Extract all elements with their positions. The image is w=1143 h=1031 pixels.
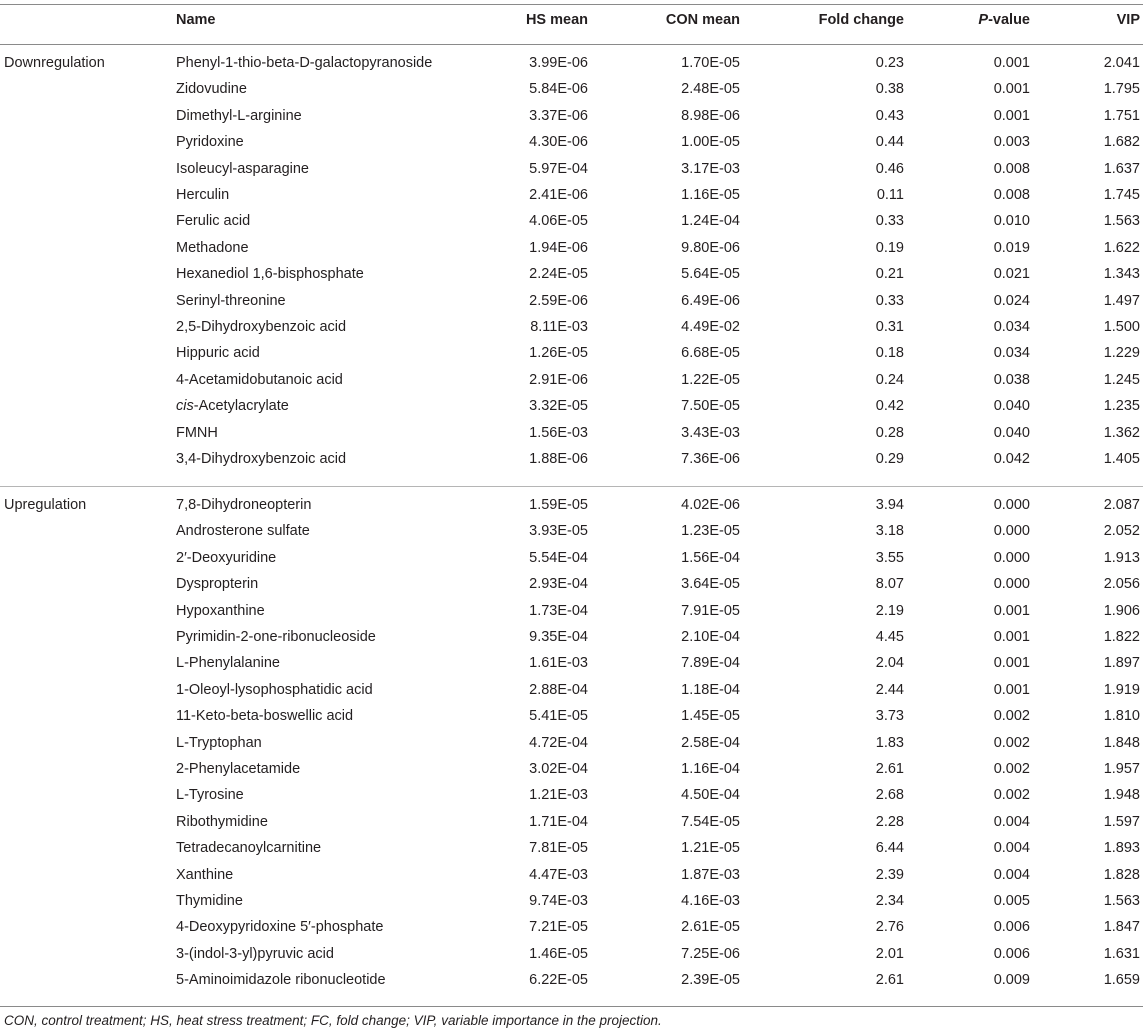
table-bottom-rule [0,1006,1143,1007]
cell-con: 7.91E-05 [681,602,740,619]
header-vip: VIP [1116,12,1140,28]
cell-vip: 1.906 [1103,602,1140,619]
cell-fc: 2.39 [875,866,904,883]
cell-fc: 0.28 [875,424,904,441]
cell-compound-name: Methadone [176,239,249,256]
table-row [0,81,1143,107]
table-row [0,840,1143,866]
cell-con: 1.16E-04 [681,761,740,777]
cell-hs: 1.26E-05 [529,345,588,362]
cell-p: 0.002 [993,787,1030,804]
table-row [0,655,1143,681]
cell-vip: 1.563 [1103,213,1140,230]
cell-vip: 1.659 [1103,972,1140,989]
header-con-mean: CON mean [665,12,740,28]
cell-p: 0.001 [993,629,1030,645]
cell-compound-name: Hexanediol 1,6-bisphosphate [176,266,364,283]
cell-vip: 1.637 [1103,160,1140,177]
cell-con: 1.87E-03 [681,866,740,883]
cell-compound-name: Thymidine [176,893,243,909]
cell-p: 0.004 [993,840,1030,857]
table-row [0,108,1143,134]
table-row [0,398,1143,424]
cell-hs: 3.32E-05 [529,398,588,415]
cell-hs: 3.93E-05 [529,523,588,540]
cell-p: 0.004 [993,866,1030,883]
cell-p: 0.038 [993,371,1030,388]
cell-compound-name: Dyspropterin [176,576,259,593]
cell-con: 4.50E-04 [681,787,740,804]
header-fold-change: Fold change [818,12,904,28]
cell-p: 0.021 [993,266,1030,283]
table-row [0,576,1143,602]
cell-con: 1.45E-05 [681,708,740,725]
cell-vip: 1.948 [1103,787,1140,804]
cell-p: 0.006 [993,945,1030,962]
table-row [0,523,1143,549]
cell-hs: 5.54E-04 [529,549,588,566]
cell-fc: 2.76 [875,919,904,936]
table-row [0,919,1143,945]
cell-vip: 1.957 [1103,761,1140,777]
cell-hs: 1.21E-03 [529,787,588,804]
header-p-value [926,12,1030,28]
cell-vip: 1.235 [1103,398,1140,415]
cell-vip: 1.563 [1103,893,1140,909]
cell-fc: 8.07 [875,576,904,593]
cell-p: 0.001 [993,655,1030,672]
cell-hs: 1.46E-05 [529,945,588,962]
cell-vip: 1.822 [1103,629,1140,645]
cell-hs: 3.37E-06 [529,107,588,124]
cell-vip: 1.751 [1103,107,1140,124]
cell-vip: 2.052 [1103,523,1140,540]
cell-hs: 5.84E-06 [529,81,588,98]
cell-con: 1.24E-04 [681,213,740,230]
cell-fc: 2.04 [875,655,904,672]
cell-fc: 0.19 [875,239,904,256]
cell-con: 4.02E-06 [681,497,740,513]
cell-hs: 4.47E-03 [529,866,588,883]
cell-fc: 0.24 [875,371,904,388]
cell-con: 5.64E-05 [681,266,740,283]
cell-p: 0.001 [993,602,1030,619]
cell-p: 0.010 [993,213,1030,230]
table-row [0,550,1143,576]
cell-con: 2.10E-04 [681,629,740,645]
cell-p: 0.001 [993,55,1030,71]
cell-p: 0.019 [993,239,1030,256]
cell-compound-name-rest: -Acetylacrylate [193,398,289,415]
cell-vip: 1.362 [1103,424,1140,441]
table-row [0,603,1143,629]
cell-fc: 4.45 [875,629,904,645]
cell-vip: 1.622 [1103,239,1140,256]
cell-vip: 2.056 [1103,576,1140,593]
cell-p: 0.008 [993,187,1030,203]
cell-p: 0.001 [993,81,1030,98]
table-row [0,451,1143,477]
cell-con: 3.43E-03 [681,424,740,441]
cell-hs: 4.30E-06 [529,134,588,151]
cell-compound-name: 11-Keto-beta-boswellic acid [176,708,354,725]
cell-hs: 1.61E-03 [529,655,588,672]
cell-hs: 9.35E-04 [529,629,588,645]
cell-con: 1.18E-04 [681,681,740,698]
cell-fc: 2.19 [875,602,904,619]
cell-vip: 1.500 [1103,319,1140,335]
table-row [0,893,1143,919]
cell-p: 0.000 [993,576,1030,593]
cell-compound-name: 1-Oleoyl-lysophosphatidic acid [176,681,373,698]
group-label: Upregulation [4,497,87,513]
cell-vip: 1.913 [1103,549,1140,566]
cell-con: 7.36E-06 [681,451,740,467]
cell-con: 1.23E-05 [681,523,740,540]
cell-con: 2.61E-05 [681,919,740,936]
cell-fc: 2.01 [875,945,904,962]
cell-compound-name: L-Tryptophan [176,734,262,751]
table-row [0,213,1143,239]
cell-compound-name: 2-Phenylacetamide [176,761,301,777]
cell-vip: 1.497 [1103,292,1140,309]
cell-con: 6.68E-05 [681,345,740,362]
cell-p: 0.000 [993,549,1030,566]
cell-con: 1.22E-05 [681,371,740,388]
cell-p: 0.009 [993,972,1030,989]
cell-p: 0.002 [993,761,1030,777]
cell-hs: 8.11E-03 [530,319,588,335]
cell-fc: 0.18 [875,345,904,362]
cell-compound-name: Tetradecanoylcarnitine [176,840,322,857]
group-separator-rule [0,486,1143,487]
table-row [0,497,1143,523]
cell-hs: 1.56E-03 [529,424,588,441]
cell-con: 1.21E-05 [681,840,740,857]
cell-fc: 0.11 [876,187,904,203]
cell-fc: 2.61 [875,761,904,777]
cell-hs: 5.97E-04 [529,160,588,177]
cell-compound-name: L-Phenylalanine [176,655,280,672]
table-row [0,372,1143,398]
cell-vip: 1.828 [1103,866,1140,883]
cell-compound-name-italic: cis [176,398,194,415]
table-row [0,266,1143,292]
cell-vip: 1.847 [1103,919,1140,936]
table-row [0,425,1143,451]
table-row [0,972,1143,998]
cell-hs: 2.59E-06 [529,292,588,309]
cell-hs: 3.02E-04 [529,761,588,777]
cell-compound-name: L-Tyrosine [176,787,244,804]
cell-p: 0.034 [993,345,1030,362]
cell-vip: 1.893 [1103,840,1140,857]
cell-vip: 2.087 [1103,497,1140,513]
cell-fc: 3.73 [875,708,904,725]
cell-vip: 2.041 [1103,55,1140,71]
cell-p: 0.000 [993,523,1030,540]
cell-compound-name: Pyridoxine [176,134,244,151]
cell-hs: 7.81E-05 [529,840,588,857]
header-p-value-rest: -value [988,12,1030,28]
cell-hs: 1.88E-06 [529,451,588,467]
header-name: Name [176,12,216,28]
cell-p: 0.005 [993,893,1030,909]
cell-vip: 1.795 [1103,81,1140,98]
cell-compound-name: 7,8-Dihydroneopterin [176,497,312,513]
cell-hs: 2.88E-04 [529,681,588,698]
cell-hs: 5.41E-05 [529,708,588,725]
cell-fc: 0.31 [875,319,904,335]
cell-con: 2.48E-05 [681,81,740,98]
cell-hs: 6.22E-05 [529,972,588,989]
cell-fc: 0.23 [875,55,904,71]
cell-con: 8.98E-06 [681,107,740,124]
table-row [0,134,1143,160]
cell-vip: 1.229 [1103,345,1140,362]
cell-p: 0.002 [993,734,1030,751]
table-footnote: CON, control treatment; HS, heat stress treatment; FC, fold change; VIP, variable importance in the projection. [4,1013,662,1028]
cell-hs: 1.71E-04 [529,813,588,830]
cell-vip: 1.919 [1103,681,1140,698]
cell-p: 0.040 [993,424,1030,441]
cell-fc: 2.44 [875,681,904,698]
cell-compound-name: 4-Acetamidobutanoic acid [176,371,343,388]
table-row [0,240,1143,266]
cell-con: 7.89E-04 [681,655,740,672]
cell-fc: 2.68 [875,787,904,804]
cell-fc: 3.55 [875,549,904,566]
cell-compound-name: Hippuric acid [176,345,260,362]
cell-hs: 4.72E-04 [529,734,588,751]
cell-fc: 2.34 [875,893,904,909]
cell-p: 0.042 [993,451,1030,467]
table-row [0,867,1143,893]
cell-vip: 1.597 [1103,813,1140,830]
cell-con: 7.54E-05 [681,813,740,830]
cell-con: 1.16E-05 [681,187,740,203]
cell-con: 1.00E-05 [681,134,740,151]
cell-con: 7.25E-06 [681,945,740,962]
cell-p: 0.004 [993,813,1030,830]
table-row [0,787,1143,813]
table-row [0,708,1143,734]
cell-compound-name: Androsterone sulfate [176,523,310,540]
cell-fc: 0.33 [875,292,904,309]
cell-vip: 1.343 [1103,266,1140,283]
cell-con: 4.49E-02 [681,319,740,335]
cell-hs: 7.21E-05 [529,919,588,936]
cell-fc: 0.38 [875,81,904,98]
cell-compound-name: 3,4-Dihydroxybenzoic acid [176,451,347,467]
cell-compound-name: Dimethyl-L-arginine [176,107,302,124]
cell-p: 0.003 [993,134,1030,151]
table-row [0,293,1143,319]
cell-con: 2.39E-05 [681,972,740,989]
cell-compound-name: 3-(indol-3-yl)pyruvic acid [176,945,334,962]
cell-fc: 3.94 [875,497,904,513]
cell-compound-name: Isoleucyl-asparagine [176,160,309,177]
cell-fc: 0.29 [875,451,904,467]
cell-vip: 1.745 [1103,187,1140,203]
cell-vip: 1.810 [1103,708,1140,725]
cell-compound-name: Serinyl-threonine [176,292,286,309]
cell-con: 3.64E-05 [681,576,740,593]
cell-compound-name: 2′-Deoxyuridine [176,549,277,566]
cell-compound-name: Herculin [176,187,230,203]
cell-p: 0.040 [993,398,1030,415]
cell-p: 0.002 [993,708,1030,725]
cell-hs: 2.41E-06 [529,187,588,203]
cell-con: 1.70E-05 [681,55,740,71]
table-row [0,319,1143,345]
cell-vip: 1.245 [1103,371,1140,388]
cell-vip: 1.405 [1103,451,1140,467]
cell-compound-name: Phenyl-1-thio-beta-D-galactopyranoside [176,55,433,71]
header-p-value-italic: P [978,12,989,28]
table-top-rule [0,4,1143,5]
cell-fc: 0.43 [875,107,904,124]
cell-compound-name: Ribothymidine [176,813,268,830]
cell-p: 0.001 [993,681,1030,698]
header-rule [0,44,1143,45]
cell-vip: 1.682 [1103,134,1140,151]
cell-con: 1.56E-04 [681,549,740,566]
table-row [0,187,1143,213]
table-row [0,161,1143,187]
cell-p: 0.000 [993,497,1030,513]
cell-con: 9.80E-06 [681,239,740,256]
cell-hs: 9.74E-03 [529,893,588,909]
cell-compound-name: Hypoxanthine [176,602,265,619]
cell-con: 6.49E-06 [681,292,740,309]
cell-hs: 1.94E-06 [529,239,588,256]
group-label: Downregulation [4,55,105,71]
cell-compound-name: FMNH [176,424,218,441]
table-row [0,345,1143,371]
cell-hs: 1.73E-04 [529,602,588,619]
cell-compound-name: 5-Aminoimidazole ribonucleotide [176,972,386,989]
cell-vip: 1.897 [1103,655,1140,672]
cell-compound-name: Zidovudine [176,81,247,98]
cell-p: 0.008 [993,160,1030,177]
cell-fc: 1.83 [875,734,904,751]
cell-hs: 1.59E-05 [529,497,588,513]
cell-vip: 1.848 [1103,734,1140,751]
table-row [0,682,1143,708]
cell-fc: 0.46 [875,160,904,177]
cell-compound-name: 2,5-Dihydroxybenzoic acid [176,319,347,335]
cell-fc: 3.18 [875,523,904,540]
table-row [0,735,1143,761]
cell-fc: 0.21 [875,266,904,283]
cell-p: 0.024 [993,292,1030,309]
cell-compound-name [176,398,289,414]
cell-p: 0.006 [993,919,1030,936]
cell-hs: 2.93E-04 [529,576,588,593]
cell-compound-name: Xanthine [176,866,234,883]
cell-con: 7.50E-05 [681,398,740,415]
cell-hs: 2.24E-05 [529,266,588,283]
table-row [0,946,1143,972]
cell-con: 2.58E-04 [681,734,740,751]
cell-fc: 0.42 [875,398,904,415]
cell-compound-name: 4-Deoxypyridoxine 5′-phosphate [176,919,384,936]
cell-fc: 2.61 [875,972,904,989]
cell-hs: 2.91E-06 [529,371,588,388]
cell-vip: 1.631 [1103,945,1140,962]
cell-fc: 0.33 [875,213,904,230]
cell-p: 0.034 [993,319,1030,335]
cell-compound-name: Ferulic acid [176,213,251,230]
table-row [0,814,1143,840]
cell-fc: 6.44 [875,840,904,857]
cell-hs: 4.06E-05 [529,213,588,230]
table-row [0,55,1143,81]
cell-hs: 3.99E-06 [529,55,588,71]
cell-compound-name: Pyrimidin-2-one-ribonucleoside [176,629,376,645]
cell-con: 3.17E-03 [681,160,740,177]
cell-fc: 2.28 [875,813,904,830]
header-hs-mean: HS mean [525,12,588,28]
cell-fc: 0.44 [875,134,904,151]
cell-con: 4.16E-03 [681,893,740,909]
cell-p: 0.001 [993,107,1030,124]
table-row [0,629,1143,655]
table-row [0,761,1143,787]
